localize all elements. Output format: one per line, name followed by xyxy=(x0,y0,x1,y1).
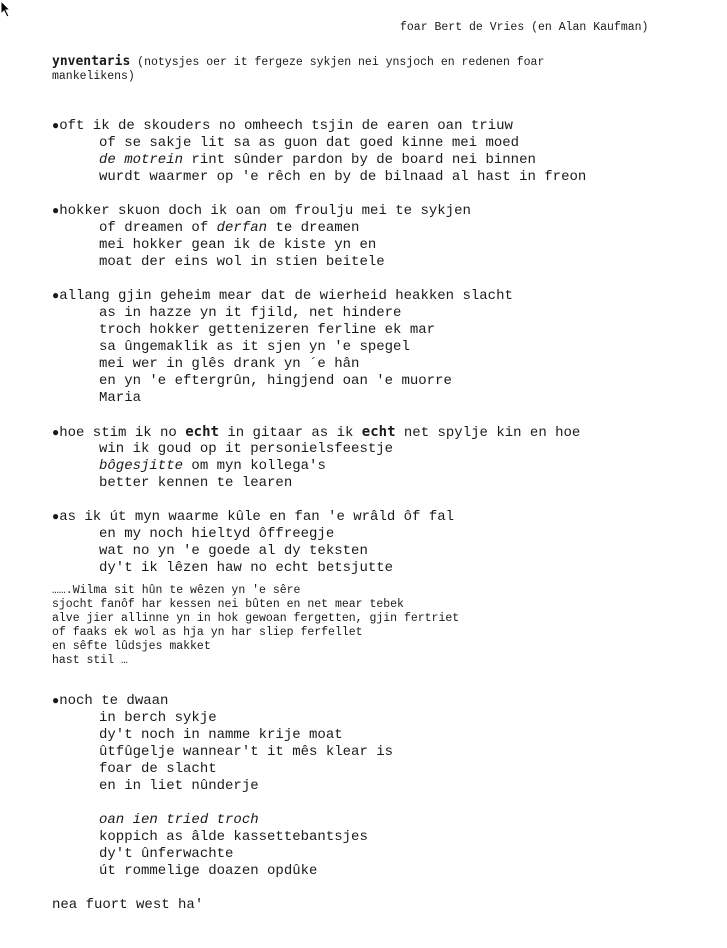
poem-line: ●noch te dwaan xyxy=(52,693,169,709)
poem-line: en my noch hieltyd ôffreegje xyxy=(99,526,335,542)
poem-line: dy't ik lêzen haw no echt betsjutte xyxy=(99,560,394,576)
prose-line: of faaks ek wol as hja yn har sliep ferfellet xyxy=(52,626,363,639)
italic-phrase: derfan xyxy=(216,220,268,236)
prose-line: sjocht fanôf har kessen nei bûten en net mear tebek xyxy=(52,598,404,611)
poem-line: of se sakje lit sa as guon dat goed kinne mei moed xyxy=(99,135,520,151)
bullet-icon: ● xyxy=(52,426,60,440)
stanza-3 xyxy=(52,288,712,407)
poem-line: moat der eins wol in stien beitele xyxy=(99,254,385,270)
poem-line: ●oft ik de skouders no omheech tsjin de earen oan triuw xyxy=(52,118,513,134)
poem-line: wat no yn 'e goede al dy teksten xyxy=(99,543,368,559)
bullet-icon: ● xyxy=(52,289,60,303)
poem-line: better kennen te learen xyxy=(99,475,293,491)
poem-line: in berch sykje xyxy=(99,710,217,726)
poem-line: foar de slacht xyxy=(99,761,217,777)
poem-line: ●hokker skuon doch ik oan om froulju mei te sykjen xyxy=(52,203,471,219)
prose-line: hast stil … xyxy=(52,654,128,667)
poem-line: ●hoe stim ik no echt in gitaar as ik echt net spylje kin en hoe xyxy=(52,424,581,441)
poem-line: as in hazze yn it fjild, net hindere xyxy=(99,305,402,321)
dedication: foar Bert de Vries (en Alan Kaufman) xyxy=(400,21,649,34)
title-note-cont: mankelikens) xyxy=(52,70,135,83)
poem-line: win ik goud op it personielsfeestje xyxy=(99,441,394,457)
bullet-icon: ● xyxy=(52,119,60,133)
stanza-5 xyxy=(52,509,712,577)
poem-line: dy't ûnferwachte xyxy=(99,846,234,862)
stanza-1 xyxy=(52,118,712,186)
poem-line: ●as ik út myn waarme kûle en fan 'e wrâld ôf fal xyxy=(52,509,455,525)
prose-line: …….Wilma sit hûn te wêzen yn 'e sêre xyxy=(52,584,301,597)
poem-line: en in liet nûnderje xyxy=(99,778,259,794)
poem-line: troch hokker gettenizeren ferline ek mar xyxy=(99,322,436,338)
stanza-4 xyxy=(52,424,712,492)
poem-line: Maria xyxy=(99,390,142,406)
poem-line: ûtfûgelje wannear't it mês klear is xyxy=(99,744,394,760)
poem-line: en yn 'e eftergrûn, hingjend oan 'e muorre xyxy=(99,373,452,389)
bold-word: echt xyxy=(361,424,396,440)
poem-line: of dreamen of derfan te dreamen xyxy=(99,220,360,236)
poem-line: ●allang gjin geheim mear dat de wierheid heakken slacht xyxy=(52,288,513,304)
title-note: (notysjes oer it fergeze sykjen nei ynsjoch en redenen foar xyxy=(130,56,545,69)
poem-line: de motrein rint sûnder pardon by de board nei binnen xyxy=(99,152,536,168)
poem-line: sa ûngemaklik as it sjen yn 'e spegel xyxy=(99,339,410,355)
closing-line: nea fuort west ha' xyxy=(52,897,204,913)
bullet-icon: ● xyxy=(52,694,60,708)
mouse-cursor-icon xyxy=(0,0,12,18)
poem-line: bôgesjitte om myn kollega's xyxy=(99,458,326,474)
prose-line: alve jier allinne yn in hok gewoan fergetten, gjin fertriet xyxy=(52,612,460,625)
italic-phrase: oan ien tried troch xyxy=(99,812,259,828)
poem-line: koppich as âlde kassettebantsjes xyxy=(99,829,368,845)
bold-word: echt xyxy=(185,424,219,440)
title-block xyxy=(52,55,612,84)
italic-phrase: de motrein xyxy=(99,152,184,168)
stanza-2 xyxy=(52,203,712,271)
italic-phrase: bôgesjitte xyxy=(99,458,184,474)
poem-line: wurdt waarmer op 'e rêch en by de bilnaad al hast in freon xyxy=(99,169,587,185)
poem-line: mei wer in glês drank yn ´e hân xyxy=(99,356,360,372)
poem-line: út rommelige doazen opdûke xyxy=(99,863,318,879)
stanza-6 xyxy=(52,693,712,880)
prose-line: en sêfte lûdsjes makket xyxy=(52,640,211,653)
bullet-icon: ● xyxy=(52,510,60,524)
poem-line: dy't noch in namme krije moat xyxy=(99,727,343,743)
poem-line xyxy=(52,812,712,829)
prose-section xyxy=(52,584,712,668)
bullet-icon: ● xyxy=(52,204,60,218)
poem-body xyxy=(52,118,712,914)
poem-line: mei hokker gean ik de kiste yn en xyxy=(99,237,377,253)
poem-title: ynventaris xyxy=(52,54,131,69)
